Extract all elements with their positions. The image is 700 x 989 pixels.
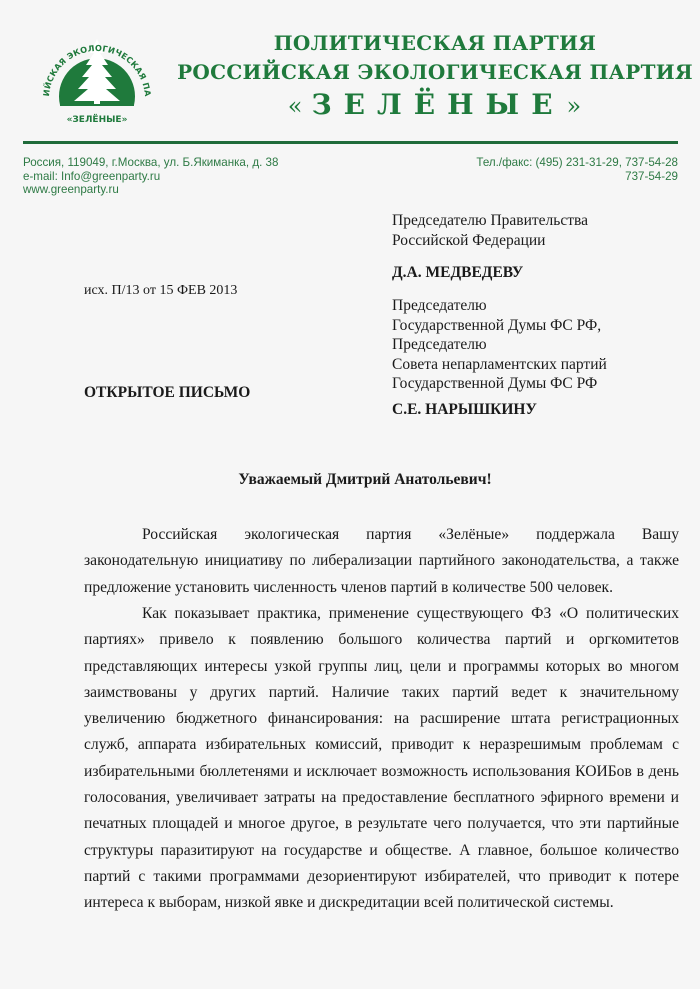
addressee-1-name: Д.А. МЕДВЕДЕВУ bbox=[392, 264, 524, 281]
contact-block-left bbox=[23, 156, 278, 197]
addressee-2-position-line3: Председателю bbox=[392, 336, 487, 353]
addressee-1-position-line2: Российской Федерации bbox=[392, 231, 546, 249]
logo-arc-text: ИЙСКАЯ ЭКОЛОГИЧЕСКАЯ ПА bbox=[40, 42, 154, 98]
party-name: ЗЕЛЁНЫЕ bbox=[311, 88, 565, 121]
header-title-line2: РОССИЙСКАЯ ЭКОЛОГИЧЕСКАЯ ПАРТИЯ bbox=[177, 60, 693, 84]
paragraph-text: Как показывает практика, применение существующего ФЗ «О политических партиях» привело к появлению большого количества партий и оргкомитетов представляющих интересы узкой группы лиц, цели и программы которых во многом заимствованы у других партий. Наличие таких партий ведет к значительному увеличению бюджетного финансирования: на расширение штата регистрационных служб, аппарата избирательных комиссий, приводит к неразрешимым проблемам с избирательными бюллетенями и исключает возможность использования КОИБов в день голосования, увеличивает затраты на предоставление бесплатного эфирного времени и печатных площадей и многое другое, в результате чего получается, что эти партийные структуры паразитируют на государстве и обществе. А главное, большое количество партий с такими программами дезориентируют избирателей, что приводит к потере интереса к выборам, низкой явке и дискредитации всей политической системы. bbox=[84, 605, 679, 912]
header-divider bbox=[23, 141, 678, 144]
body-paragraph-2 bbox=[84, 601, 679, 917]
postal-address: Россия, 119049, г.Москва, ул. Б.Якиманка, д. 38 bbox=[23, 156, 279, 169]
body-paragraph-1 bbox=[84, 522, 679, 601]
addressee-2-position bbox=[392, 296, 607, 394]
phone-fax-line2: 737-54-29 bbox=[625, 169, 678, 183]
fir-tree-icon bbox=[38, 25, 156, 129]
header-title-line1: ПОЛИТИЧЕСКАЯ ПАРТИЯ bbox=[273, 31, 597, 55]
document-type: ОТКРЫТОЕ ПИСЬМО bbox=[84, 384, 251, 401]
phone-fax-line1: Тел./факс: (495) 231-31-29, 737-54-28 bbox=[476, 156, 678, 169]
open-quote: « bbox=[287, 92, 304, 120]
website-link[interactable]: www.greenparty.ru bbox=[23, 183, 119, 196]
addressee-2-position-line1: Председателю bbox=[392, 297, 487, 314]
close-quote: » bbox=[566, 92, 583, 120]
addressee-2-position-line4: Совета непарламентских партий bbox=[392, 355, 607, 373]
paragraph-text: Российская экологическая партия «Зелёные» поддержала Вашу законодательную инициативу по либерализации партийного законодательства, а также предложение установить численность членов партий в количестве 500 человек. bbox=[84, 526, 679, 596]
addressee-2-position-line5: Государственной Думы ФС РФ bbox=[392, 375, 598, 392]
addressee-2-position-line2: Государственной Думы ФС РФ, bbox=[392, 316, 602, 334]
outgoing-reference: исх. П/13 от 15 ФЕВ 2013 bbox=[84, 283, 238, 298]
addressee-2-name: С.Е. НАРЫШКИНУ bbox=[392, 401, 537, 418]
email-link[interactable]: e-mail: Info@greenparty.ru bbox=[23, 169, 161, 183]
contact-block-right bbox=[476, 156, 678, 183]
party-logo bbox=[38, 25, 156, 129]
greeting: Уважаемый Дмитрий Анатольевич! bbox=[238, 471, 492, 488]
logo-bottom-text: «ЗЕЛЁНЫЕ» bbox=[66, 115, 128, 125]
addressee-1-position-line1: Председателю Правительства bbox=[392, 212, 588, 229]
addressee-1-position bbox=[392, 211, 588, 250]
header-party-name bbox=[170, 88, 700, 121]
